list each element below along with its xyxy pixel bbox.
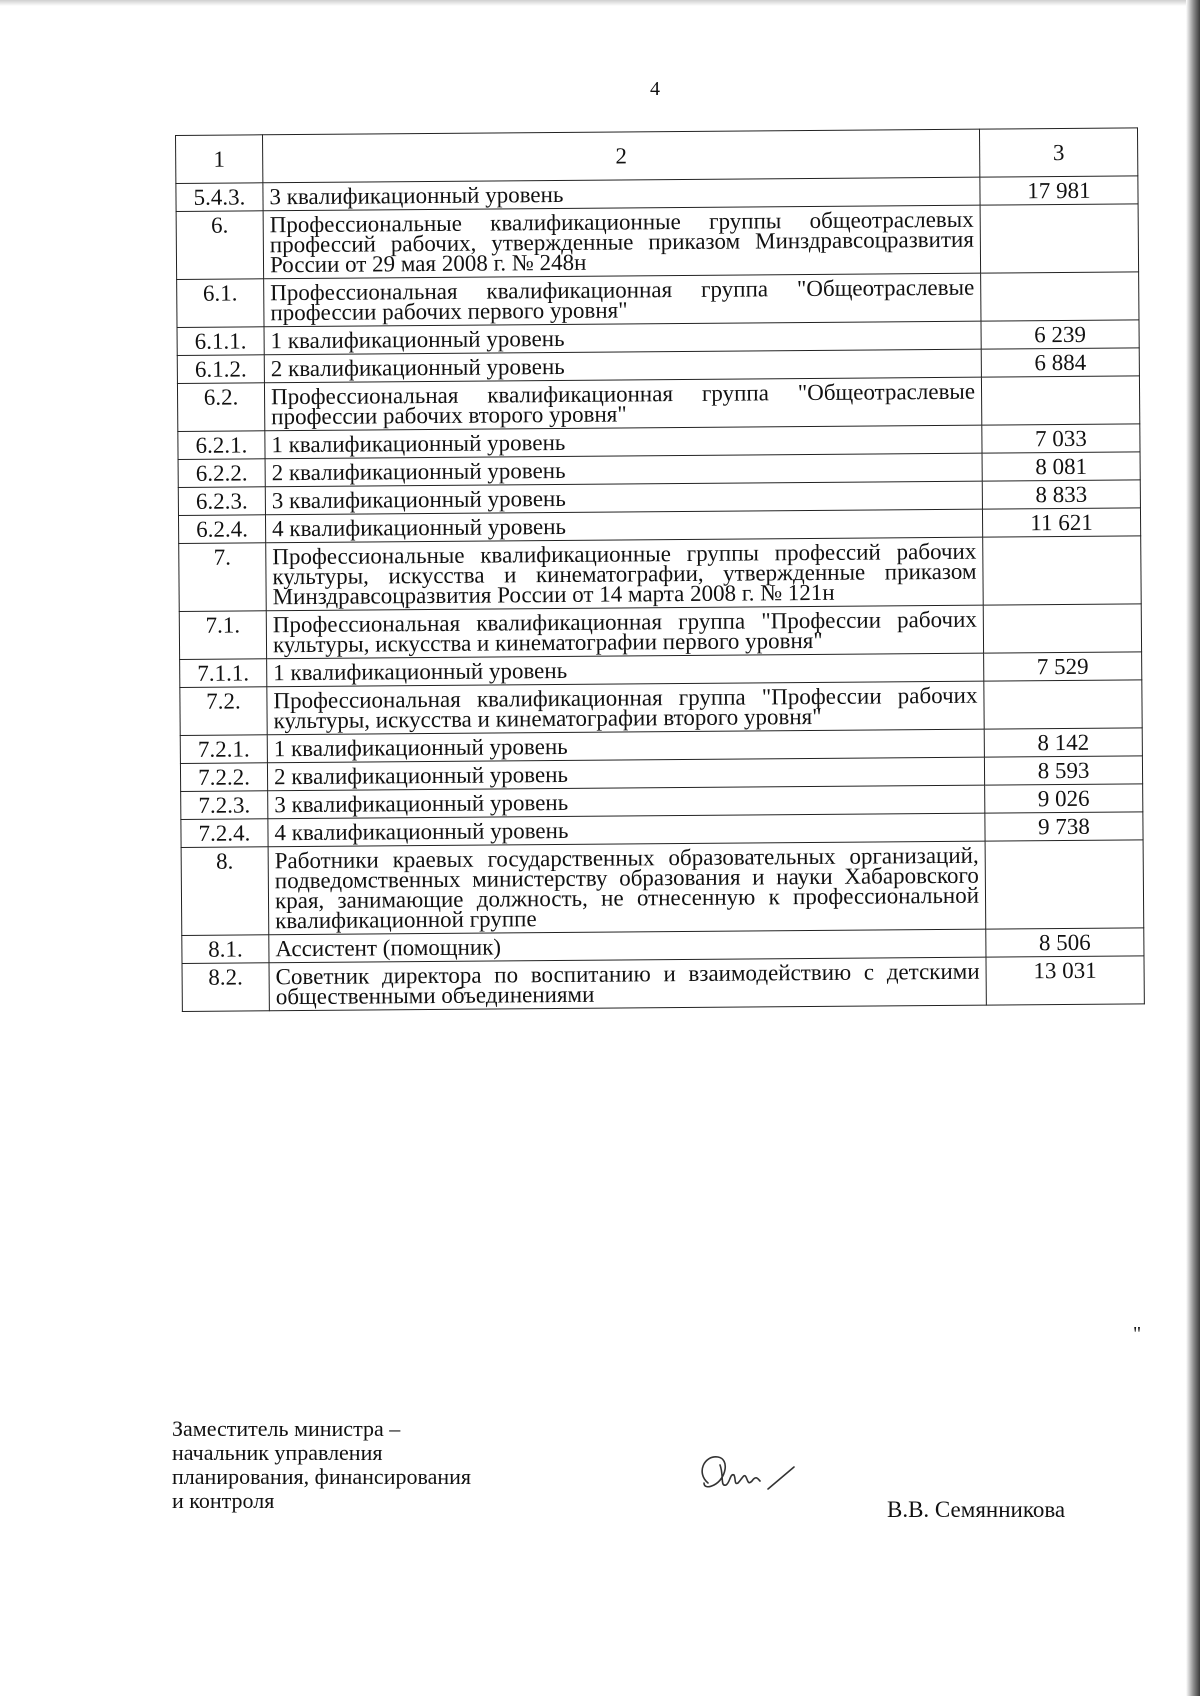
position-line: планирования, финансирования [172, 1464, 471, 1489]
row-value [983, 536, 1142, 605]
row-description: Ассистент (помощник) [269, 929, 986, 963]
row-number: 5.4.3. [176, 183, 263, 212]
row-value [980, 204, 1139, 273]
row-description: Профессиональная квалификационная группа "Профессии рабочих культуры, искусства и кинематографии второго уровня" [267, 681, 984, 735]
row-description: 3 квалификационный уровень [268, 785, 985, 819]
salary-table [175, 127, 1145, 1012]
row-description: Советник директора по воспитанию и взаимодействию с детскими общественными объединениями [269, 957, 986, 1011]
signatory-name: В.В. Семянникова [887, 1497, 1066, 1522]
table-row [179, 604, 1141, 660]
row-value: 7 033 [982, 424, 1140, 453]
position-line: начальник управления [172, 1440, 383, 1465]
page-number: 4 [650, 78, 660, 100]
row-description: 3 квалификационный уровень [265, 481, 982, 515]
row-number: 7.2.3. [181, 791, 268, 820]
row-value [981, 376, 1139, 425]
row-value [983, 604, 1141, 653]
row-value: 8 142 [984, 728, 1142, 757]
position-line: и контроля [172, 1488, 275, 1513]
table-row [180, 680, 1142, 736]
row-description: 1 квалификационный уровень [267, 729, 984, 763]
row-value: 8 506 [986, 928, 1144, 957]
signatory-position [172, 1417, 471, 1513]
row-description: Профессиональная квалификационная группа "Профессии рабочих культуры, искусства и кинематографии первого уровня" [266, 605, 983, 659]
row-value: 9 738 [985, 812, 1143, 841]
row-description: Профессиональная квалификационная группа "Общеотраслевые профессии рабочих второго уровня" [264, 377, 981, 431]
row-number: 7.2. [180, 687, 267, 736]
row-number: 8.2. [182, 963, 269, 1012]
table-row [181, 840, 1144, 936]
row-number: 7.2.1. [180, 735, 267, 764]
scan-right-edge [1186, 0, 1200, 1696]
row-value: 6 239 [981, 320, 1139, 349]
position-line: Заместитель министра – [172, 1416, 401, 1441]
row-value [985, 840, 1144, 929]
header-col-2: 2 [263, 129, 980, 183]
table-row [182, 956, 1144, 1012]
header-col-1: 1 [176, 135, 263, 184]
row-value: 13 031 [986, 956, 1144, 1005]
row-description: Профессиональные квалификационные группы профессий рабочих культуры, искусства и кинематографии, утвержденные приказом Минздравсоцразвития России от 14 марта 2008 г. № 121н [266, 537, 984, 611]
row-description: 1 квалификационный уровень [264, 321, 981, 355]
row-number: 7.2.2. [180, 763, 267, 792]
row-description: 3 квалификационный уровень [263, 177, 980, 211]
row-number: 7. [179, 543, 267, 612]
row-value: 11 621 [982, 508, 1140, 537]
scan-top-edge [0, 0, 1200, 6]
table-row [179, 536, 1142, 612]
row-value [984, 680, 1142, 729]
row-value: 6 884 [981, 348, 1139, 377]
table-header-row [176, 128, 1138, 184]
row-description: Работники краевых государственных образовательных организаций, подведомственных министерству образования и науки Хабаровского края, занимающие должность, не отнесенную к профессиональной квалификационной группе [268, 841, 986, 935]
row-number: 6.1. [177, 279, 264, 328]
row-number: 7.2.4. [181, 819, 268, 848]
row-description: 4 квалификационный уровень [268, 813, 985, 847]
row-value [981, 272, 1139, 321]
row-value: 9 026 [985, 784, 1143, 813]
row-description: Профессиональные квалификационные группы общеотраслевых профессий рабочих, утвержденные приказом Минздравсоцразвития России от 29 мая 2008 г. № 248н [263, 205, 981, 279]
table-row [176, 204, 1139, 280]
row-number: 6.1.1. [177, 327, 264, 356]
row-description: 2 квалификационный уровень [265, 453, 982, 487]
row-value: 17 981 [980, 176, 1138, 205]
row-value: 8 081 [982, 452, 1140, 481]
row-value: 8 593 [984, 756, 1142, 785]
row-number: 6.2.3. [178, 487, 265, 516]
row-description: 4 квалификационный уровень [265, 509, 982, 543]
row-number: 8.1. [182, 935, 269, 964]
row-description: Профессиональная квалификационная группа "Общеотраслевые профессии рабочих первого уровня" [264, 273, 981, 327]
row-value: 8 833 [982, 480, 1140, 509]
row-value: 7 529 [984, 652, 1142, 681]
table-body [176, 176, 1144, 1012]
row-number: 8. [181, 847, 269, 936]
row-description: 1 квалификационный уровень [265, 425, 982, 459]
row-description: 2 квалификационный уровень [267, 757, 984, 791]
row-description: 2 квалификационный уровень [264, 349, 981, 383]
row-number: 6. [176, 211, 264, 280]
row-description: 1 квалификационный уровень [267, 653, 984, 687]
row-number: 6.2.1. [178, 431, 265, 460]
row-number: 6.2.4. [178, 515, 265, 544]
row-number: 6.2. [177, 383, 264, 432]
row-number: 6.2.2. [178, 459, 265, 488]
table-row [177, 376, 1139, 432]
row-number: 7.1. [179, 611, 266, 660]
table-row [177, 272, 1139, 328]
row-number: 6.1.2. [177, 355, 264, 384]
handwritten-signature [690, 1445, 800, 1505]
row-number: 7.1.1. [180, 659, 267, 688]
closing-quote: " [1133, 1323, 1142, 1345]
header-col-3: 3 [979, 128, 1137, 177]
